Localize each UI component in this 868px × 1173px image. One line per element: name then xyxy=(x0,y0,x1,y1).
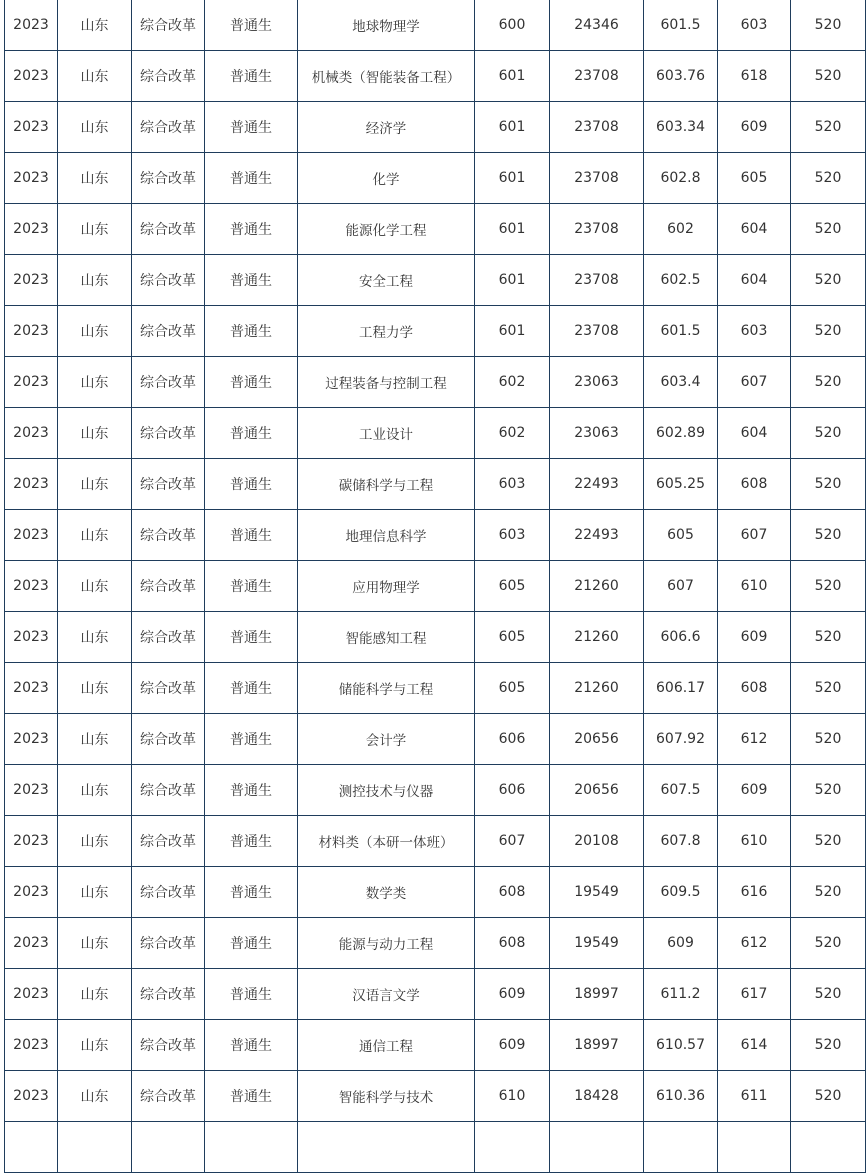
cell-max-score: 608 xyxy=(718,663,791,714)
cell-max-score: 610 xyxy=(718,816,791,867)
table-row xyxy=(5,306,866,357)
cell-province: 山东 xyxy=(58,357,132,408)
table-row xyxy=(5,561,866,612)
cell-max-score: 616 xyxy=(718,867,791,918)
cell-subject-type: 综合改革 xyxy=(132,1020,205,1071)
cell-min-score: 608 xyxy=(475,918,550,969)
cell-enrollment-type: 普通生 xyxy=(205,204,298,255)
cell-province: 山东 xyxy=(58,969,132,1020)
table-row xyxy=(5,663,866,714)
cell-enrollment-type: 普通生 xyxy=(205,816,298,867)
cell-avg-score: 603.4 xyxy=(644,357,718,408)
cell-min-rank xyxy=(550,1122,644,1173)
cell-subject-type: 综合改革 xyxy=(132,204,205,255)
cell-province: 山东 xyxy=(58,816,132,867)
table-row xyxy=(5,612,866,663)
cell-max-score: 604 xyxy=(718,408,791,459)
cell-major: 工程力学 xyxy=(298,306,475,357)
cell-min-rank: 24346 xyxy=(550,0,644,51)
cell-avg-score: 603.34 xyxy=(644,102,718,153)
cell-control-line: 520 xyxy=(791,204,866,255)
table-body xyxy=(5,0,866,1173)
cell-control-line: 520 xyxy=(791,612,866,663)
cell-province: 山东 xyxy=(58,510,132,561)
cell-min-score: 605 xyxy=(475,612,550,663)
cell-province xyxy=(58,1122,132,1173)
cell-min-score: 609 xyxy=(475,969,550,1020)
cell-enrollment-type: 普通生 xyxy=(205,51,298,102)
cell-subject-type: 综合改革 xyxy=(132,153,205,204)
cell-control-line: 520 xyxy=(791,357,866,408)
cell-control-line: 520 xyxy=(791,1020,866,1071)
cell-subject-type: 综合改革 xyxy=(132,1071,205,1122)
table-row xyxy=(5,969,866,1020)
cell-year: 2023 xyxy=(5,510,58,561)
cell-major: 地球物理学 xyxy=(298,0,475,51)
cell-enrollment-type: 普通生 xyxy=(205,459,298,510)
cell-subject-type: 综合改革 xyxy=(132,357,205,408)
table-row xyxy=(5,459,866,510)
cell-min-rank: 22493 xyxy=(550,459,644,510)
cell-enrollment-type: 普通生 xyxy=(205,714,298,765)
cell-control-line: 520 xyxy=(791,663,866,714)
cell-province: 山东 xyxy=(58,306,132,357)
cell-min-rank: 18997 xyxy=(550,1020,644,1071)
admission-score-table-container xyxy=(4,0,866,1173)
cell-enrollment-type: 普通生 xyxy=(205,765,298,816)
cell-control-line xyxy=(791,1122,866,1173)
cell-major: 会计学 xyxy=(298,714,475,765)
cell-year: 2023 xyxy=(5,918,58,969)
cell-control-line: 520 xyxy=(791,510,866,561)
cell-min-rank: 18428 xyxy=(550,1071,644,1122)
cell-control-line: 520 xyxy=(791,255,866,306)
cell-avg-score: 601.5 xyxy=(644,0,718,51)
cell-min-rank: 20656 xyxy=(550,714,644,765)
cell-avg-score: 611.2 xyxy=(644,969,718,1020)
cell-control-line: 520 xyxy=(791,561,866,612)
table-row xyxy=(5,816,866,867)
cell-avg-score: 609.5 xyxy=(644,867,718,918)
cell-year: 2023 xyxy=(5,663,58,714)
cell-province: 山东 xyxy=(58,561,132,612)
cell-subject-type: 综合改革 xyxy=(132,867,205,918)
cell-subject-type: 综合改革 xyxy=(132,459,205,510)
cell-major: 测控技术与仪器 xyxy=(298,765,475,816)
cell-enrollment-type: 普通生 xyxy=(205,306,298,357)
cell-province: 山东 xyxy=(58,918,132,969)
cell-year: 2023 xyxy=(5,0,58,51)
cell-enrollment-type: 普通生 xyxy=(205,510,298,561)
cell-year: 2023 xyxy=(5,357,58,408)
cell-min-rank: 19549 xyxy=(550,867,644,918)
table-row xyxy=(5,153,866,204)
cell-subject-type: 综合改革 xyxy=(132,102,205,153)
cell-major: 数学类 xyxy=(298,867,475,918)
cell-subject-type: 综合改革 xyxy=(132,612,205,663)
cell-min-score: 603 xyxy=(475,510,550,561)
cell-subject-type: 综合改革 xyxy=(132,969,205,1020)
cell-max-score: 603 xyxy=(718,0,791,51)
cell-min-score xyxy=(475,1122,550,1173)
cell-enrollment-type: 普通生 xyxy=(205,663,298,714)
cell-max-score: 612 xyxy=(718,714,791,765)
cell-avg-score: 610.36 xyxy=(644,1071,718,1122)
cell-min-rank: 22493 xyxy=(550,510,644,561)
cell-enrollment-type: 普通生 xyxy=(205,255,298,306)
cell-major: 通信工程 xyxy=(298,1020,475,1071)
cell-subject-type: 综合改革 xyxy=(132,306,205,357)
cell-min-rank: 23708 xyxy=(550,153,644,204)
cell-avg-score: 610.57 xyxy=(644,1020,718,1071)
table-row xyxy=(5,1020,866,1071)
cell-subject-type: 综合改革 xyxy=(132,663,205,714)
cell-province: 山东 xyxy=(58,0,132,51)
cell-min-rank: 21260 xyxy=(550,663,644,714)
cell-min-score: 609 xyxy=(475,1020,550,1071)
cell-major: 汉语言文学 xyxy=(298,969,475,1020)
cell-control-line: 520 xyxy=(791,918,866,969)
cell-subject-type: 综合改革 xyxy=(132,918,205,969)
cell-year: 2023 xyxy=(5,1020,58,1071)
cell-control-line: 520 xyxy=(791,102,866,153)
cell-min-rank: 23708 xyxy=(550,255,644,306)
cell-max-score: 604 xyxy=(718,204,791,255)
admission-score-table xyxy=(4,0,866,1173)
cell-max-score: 609 xyxy=(718,765,791,816)
cell-avg-score: 602.5 xyxy=(644,255,718,306)
cell-max-score: 609 xyxy=(718,612,791,663)
cell-subject-type: 综合改革 xyxy=(132,561,205,612)
table-row xyxy=(5,867,866,918)
cell-max-score: 604 xyxy=(718,255,791,306)
cell-year: 2023 xyxy=(5,255,58,306)
cell-min-rank: 20108 xyxy=(550,816,644,867)
cell-min-score: 606 xyxy=(475,714,550,765)
cell-enrollment-type: 普通生 xyxy=(205,357,298,408)
cell-min-score: 601 xyxy=(475,51,550,102)
cell-province: 山东 xyxy=(58,408,132,459)
cell-min-score: 601 xyxy=(475,306,550,357)
cell-major: 经济学 xyxy=(298,102,475,153)
cell-subject-type: 综合改革 xyxy=(132,714,205,765)
cell-year: 2023 xyxy=(5,714,58,765)
cell-province: 山东 xyxy=(58,51,132,102)
cell-avg-score: 603.76 xyxy=(644,51,718,102)
cell-avg-score: 607.5 xyxy=(644,765,718,816)
cell-year: 2023 xyxy=(5,51,58,102)
cell-province: 山东 xyxy=(58,153,132,204)
cell-max-score: 607 xyxy=(718,510,791,561)
cell-avg-score: 605.25 xyxy=(644,459,718,510)
cell-enrollment-type: 普通生 xyxy=(205,561,298,612)
cell-control-line: 520 xyxy=(791,306,866,357)
cell-max-score xyxy=(718,1122,791,1173)
cell-min-rank: 23708 xyxy=(550,51,644,102)
cell-enrollment-type: 普通生 xyxy=(205,153,298,204)
cell-major: 能源化学工程 xyxy=(298,204,475,255)
cell-avg-score: 607.8 xyxy=(644,816,718,867)
cell-avg-score: 606.17 xyxy=(644,663,718,714)
cell-min-rank: 21260 xyxy=(550,561,644,612)
cell-province: 山东 xyxy=(58,1020,132,1071)
cell-avg-score xyxy=(644,1122,718,1173)
cell-avg-score: 607 xyxy=(644,561,718,612)
cell-max-score: 610 xyxy=(718,561,791,612)
cell-min-rank: 18997 xyxy=(550,969,644,1020)
cell-min-score: 610 xyxy=(475,1071,550,1122)
cell-subject-type: 综合改革 xyxy=(132,816,205,867)
cell-min-score: 605 xyxy=(475,561,550,612)
cell-avg-score: 602.89 xyxy=(644,408,718,459)
cell-year: 2023 xyxy=(5,765,58,816)
cell-enrollment-type: 普通生 xyxy=(205,867,298,918)
cell-subject-type: 综合改革 xyxy=(132,408,205,459)
cell-enrollment-type: 普通生 xyxy=(205,0,298,51)
cell-major: 安全工程 xyxy=(298,255,475,306)
cell-province: 山东 xyxy=(58,1071,132,1122)
cell-year: 2023 xyxy=(5,408,58,459)
cell-min-rank: 23063 xyxy=(550,408,644,459)
cell-avg-score: 607.92 xyxy=(644,714,718,765)
table-row xyxy=(5,204,866,255)
cell-subject-type xyxy=(132,1122,205,1173)
cell-major: 工业设计 xyxy=(298,408,475,459)
cell-enrollment-type: 普通生 xyxy=(205,969,298,1020)
cell-max-score: 612 xyxy=(718,918,791,969)
cell-min-rank: 20656 xyxy=(550,765,644,816)
cell-major: 材料类（本研一体班） xyxy=(298,816,475,867)
cell-min-rank: 23708 xyxy=(550,102,644,153)
cell-subject-type: 综合改革 xyxy=(132,51,205,102)
cell-control-line: 520 xyxy=(791,867,866,918)
cell-min-score: 601 xyxy=(475,204,550,255)
table-row xyxy=(5,255,866,306)
cell-province: 山东 xyxy=(58,765,132,816)
cell-province: 山东 xyxy=(58,102,132,153)
cell-control-line: 520 xyxy=(791,969,866,1020)
cell-max-score: 617 xyxy=(718,969,791,1020)
cell-enrollment-type xyxy=(205,1122,298,1173)
cell-min-score: 601 xyxy=(475,102,550,153)
cell-major: 储能科学与工程 xyxy=(298,663,475,714)
cell-min-rank: 19549 xyxy=(550,918,644,969)
cell-min-score: 607 xyxy=(475,816,550,867)
cell-control-line: 520 xyxy=(791,714,866,765)
cell-min-score: 606 xyxy=(475,765,550,816)
cell-year: 2023 xyxy=(5,459,58,510)
cell-min-score: 603 xyxy=(475,459,550,510)
cell-min-score: 605 xyxy=(475,663,550,714)
cell-enrollment-type: 普通生 xyxy=(205,1071,298,1122)
cell-major: 应用物理学 xyxy=(298,561,475,612)
cell-subject-type: 综合改革 xyxy=(132,255,205,306)
cell-enrollment-type: 普通生 xyxy=(205,102,298,153)
cell-year: 2023 xyxy=(5,561,58,612)
table-row xyxy=(5,357,866,408)
cell-enrollment-type: 普通生 xyxy=(205,1020,298,1071)
cell-min-score: 601 xyxy=(475,153,550,204)
cell-min-rank: 23708 xyxy=(550,204,644,255)
cell-control-line: 520 xyxy=(791,459,866,510)
cell-max-score: 603 xyxy=(718,306,791,357)
cell-subject-type: 综合改革 xyxy=(132,510,205,561)
cell-major: 碳储科学与工程 xyxy=(298,459,475,510)
cell-max-score: 614 xyxy=(718,1020,791,1071)
cell-province: 山东 xyxy=(58,459,132,510)
table-row xyxy=(5,1071,866,1122)
cell-province: 山东 xyxy=(58,867,132,918)
cell-year: 2023 xyxy=(5,816,58,867)
cell-max-score: 609 xyxy=(718,102,791,153)
cell-year: 2023 xyxy=(5,102,58,153)
cell-min-score: 602 xyxy=(475,357,550,408)
cell-year: 2023 xyxy=(5,204,58,255)
cell-min-rank: 23063 xyxy=(550,357,644,408)
table-row xyxy=(5,0,866,51)
cell-major: 化学 xyxy=(298,153,475,204)
table-row xyxy=(5,408,866,459)
cell-min-rank: 21260 xyxy=(550,612,644,663)
cell-control-line: 520 xyxy=(791,408,866,459)
cell-avg-score: 602 xyxy=(644,204,718,255)
cell-max-score: 607 xyxy=(718,357,791,408)
cell-major: 能源与动力工程 xyxy=(298,918,475,969)
table-row xyxy=(5,102,866,153)
cell-enrollment-type: 普通生 xyxy=(205,612,298,663)
cell-major xyxy=(298,1122,475,1173)
cell-province: 山东 xyxy=(58,612,132,663)
cell-avg-score: 606.6 xyxy=(644,612,718,663)
cell-avg-score: 605 xyxy=(644,510,718,561)
cell-subject-type: 综合改革 xyxy=(132,765,205,816)
cell-control-line: 520 xyxy=(791,1071,866,1122)
cell-max-score: 605 xyxy=(718,153,791,204)
table-row xyxy=(5,51,866,102)
cell-province: 山东 xyxy=(58,204,132,255)
cell-subject-type: 综合改革 xyxy=(132,0,205,51)
cell-control-line: 520 xyxy=(791,51,866,102)
cell-major: 过程装备与控制工程 xyxy=(298,357,475,408)
table-row xyxy=(5,714,866,765)
cell-min-rank: 23708 xyxy=(550,306,644,357)
cell-major: 机械类（智能装备工程） xyxy=(298,51,475,102)
table-row xyxy=(5,765,866,816)
cell-major: 智能感知工程 xyxy=(298,612,475,663)
cell-province: 山东 xyxy=(58,663,132,714)
cell-enrollment-type: 普通生 xyxy=(205,918,298,969)
table-row xyxy=(5,1122,866,1173)
table-row xyxy=(5,918,866,969)
cell-year xyxy=(5,1122,58,1173)
cell-major: 地理信息科学 xyxy=(298,510,475,561)
cell-min-score: 600 xyxy=(475,0,550,51)
cell-max-score: 608 xyxy=(718,459,791,510)
cell-max-score: 611 xyxy=(718,1071,791,1122)
cell-max-score: 618 xyxy=(718,51,791,102)
cell-year: 2023 xyxy=(5,306,58,357)
cell-min-score: 608 xyxy=(475,867,550,918)
cell-avg-score: 609 xyxy=(644,918,718,969)
cell-year: 2023 xyxy=(5,1071,58,1122)
cell-enrollment-type: 普通生 xyxy=(205,408,298,459)
cell-province: 山东 xyxy=(58,255,132,306)
cell-avg-score: 602.8 xyxy=(644,153,718,204)
cell-control-line: 520 xyxy=(791,0,866,51)
cell-control-line: 520 xyxy=(791,816,866,867)
cell-year: 2023 xyxy=(5,153,58,204)
cell-province: 山东 xyxy=(58,714,132,765)
cell-min-score: 602 xyxy=(475,408,550,459)
cell-year: 2023 xyxy=(5,867,58,918)
cell-control-line: 520 xyxy=(791,765,866,816)
cell-year: 2023 xyxy=(5,969,58,1020)
cell-control-line: 520 xyxy=(791,153,866,204)
table-row xyxy=(5,510,866,561)
cell-avg-score: 601.5 xyxy=(644,306,718,357)
cell-min-score: 601 xyxy=(475,255,550,306)
cell-year: 2023 xyxy=(5,612,58,663)
cell-major: 智能科学与技术 xyxy=(298,1071,475,1122)
